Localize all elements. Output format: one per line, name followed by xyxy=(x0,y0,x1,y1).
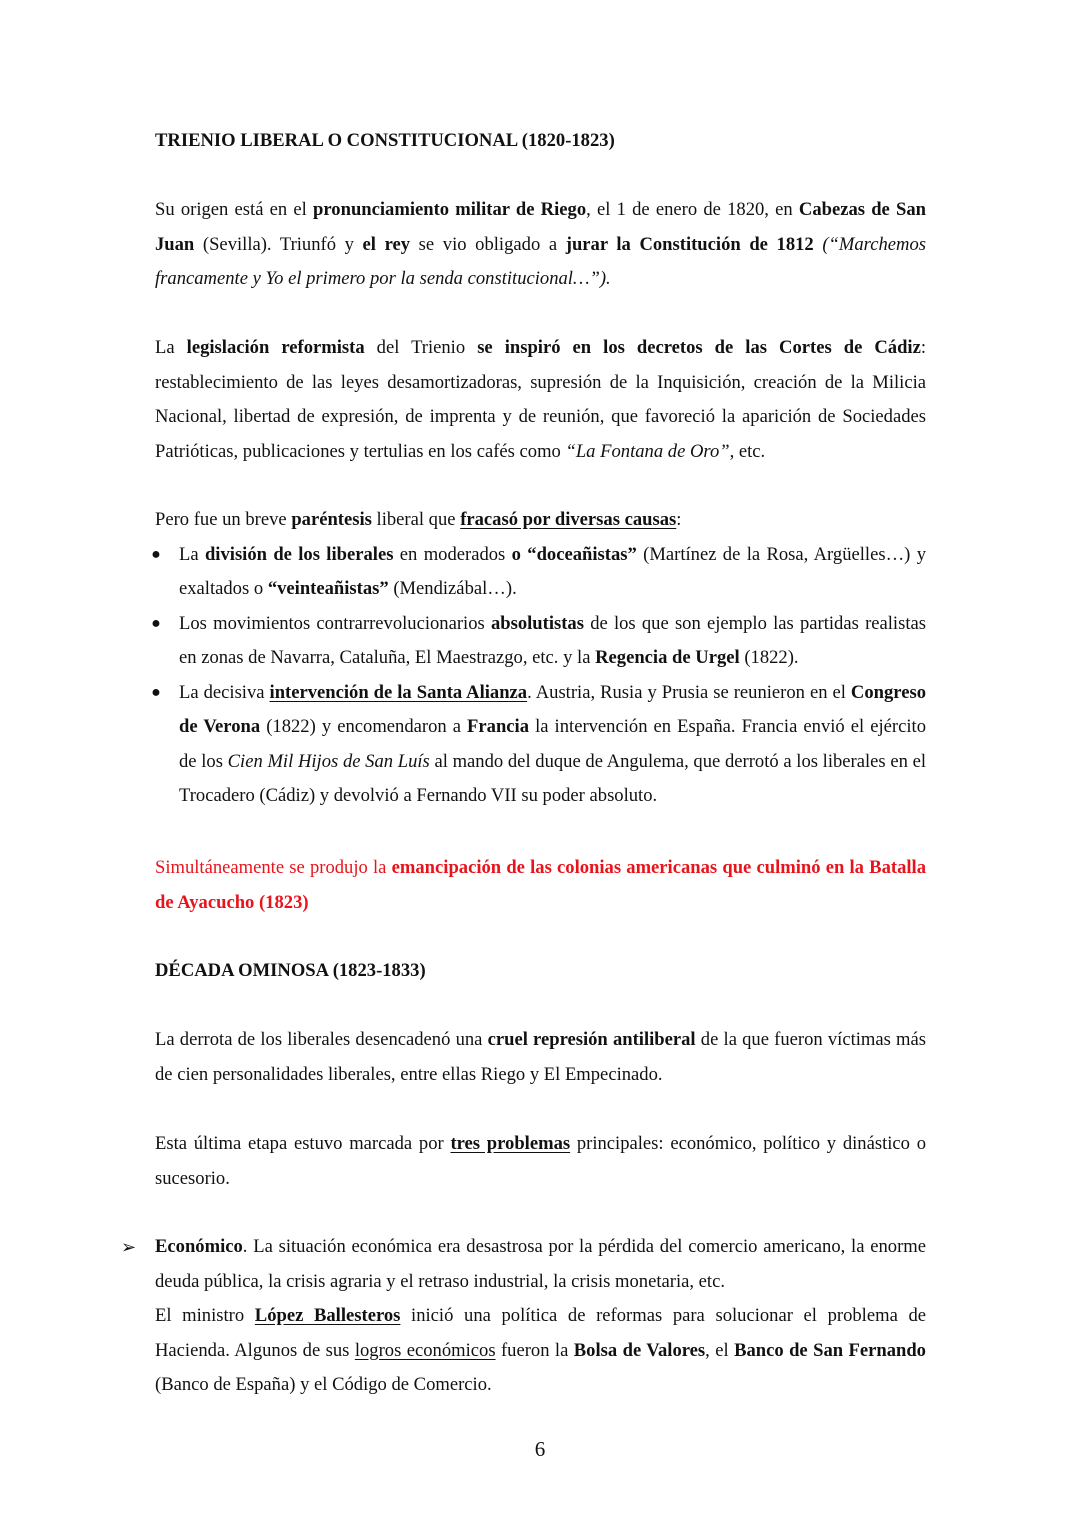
paragraph-legislation xyxy=(155,331,926,469)
paragraph-economico xyxy=(155,1230,926,1299)
text: . La situación económica era desastrosa por la pérdida del comercio americano, la enorme deuda pública, la crisis agraria y el retraso industrial, la crisis monetaria, etc. xyxy=(155,1236,926,1292)
text: en moderados xyxy=(393,543,512,565)
text: (Mendizábal…). xyxy=(388,578,517,599)
bold-text: se inspiró en los decretos de las Cortes de Cádiz xyxy=(477,337,921,358)
section-heading-decada-ominosa: DÉCADA OMINOSA (1823-1833) xyxy=(155,960,426,981)
bold-text: Cabezas de San Juan xyxy=(155,199,926,255)
text: (1822). xyxy=(739,647,799,668)
text: , etc. xyxy=(729,440,766,462)
bold-underlined-text: fracasó por diversas causas xyxy=(460,509,677,530)
text: , el 1 de enero de 1820, en xyxy=(586,199,799,220)
bold-text: legislación reformista xyxy=(186,337,365,358)
bullet-icon: ● xyxy=(151,545,161,563)
bold-underlined-text: López Ballesteros xyxy=(254,1305,401,1326)
paragraph-origin xyxy=(155,193,926,297)
list-item-cause-2 xyxy=(149,607,926,676)
arrow-bullet-icon: ➢ xyxy=(121,1237,137,1257)
text: La xyxy=(179,543,205,565)
bold-text: división de los liberales xyxy=(204,543,394,565)
text: de los que son ejemplo las partidas realistas en zonas de Navarra, Cataluña, El Maestrazgo, etc. y la xyxy=(179,612,926,668)
bold-text: jurar la Constitución de 1812 xyxy=(565,233,814,255)
underlined-text: logros económicos xyxy=(354,1339,496,1361)
text: La derrota de los liberales desencadenó una xyxy=(155,1029,488,1050)
text: : xyxy=(676,509,682,530)
bold-text: cruel represión antiliberal xyxy=(487,1029,696,1050)
text: del Trienio xyxy=(364,337,478,358)
text: El ministro xyxy=(155,1305,255,1326)
text: (Sevilla). Triunfó y xyxy=(194,233,363,255)
text: de la que fueron víctimas más de cien personalidades liberales, entre ellas Riego y El Empecinado. xyxy=(155,1029,927,1085)
text: Esta última etapa estuvo marcada por xyxy=(155,1133,451,1154)
bold-text: Congreso de Verona xyxy=(179,681,926,737)
text: , el xyxy=(705,1339,735,1361)
bold-text: paréntesis xyxy=(291,509,372,530)
paragraph-parenthesis xyxy=(155,503,926,538)
bold-text: Económico xyxy=(155,1236,243,1257)
bold-text: emancipación de las colonias americanas que culminó en la Batalla de Ayacucho (1823) xyxy=(155,857,926,913)
causes-block xyxy=(151,503,927,814)
problem-economico xyxy=(121,1230,927,1403)
bold-text: Francia xyxy=(467,716,530,737)
bold-text: “veinteañistas” xyxy=(267,578,389,599)
text: (1822) y encomendaron a xyxy=(260,716,468,737)
text: La decisiva xyxy=(179,681,270,703)
bold-text: el rey xyxy=(362,233,411,255)
text: : restablecimiento de las leyes desamortizadoras, supresión de la Inquisición, creación de la Milicia Nacional, libertad de expresión, de imprenta y de reunión, que favoreció la aparición de Sociedades Patrióticas, publicaciones y tertulias en los cafés como xyxy=(155,337,927,462)
section-heading-trienio: TRIENIO LIBERAL O CONSTITUCIONAL (1820-1823) xyxy=(155,130,615,151)
text: . Austria, Rusia y Prusia se reunieron en el xyxy=(527,681,851,703)
list-item-cause-1 xyxy=(149,538,926,607)
text: principales: económico, político y dinástico o sucesorio. xyxy=(155,1133,926,1189)
text: liberal que xyxy=(371,509,461,530)
causes-list xyxy=(149,538,926,814)
list-item-cause-3 xyxy=(149,676,926,814)
text: La xyxy=(155,337,187,358)
page-number: 6 xyxy=(534,1437,546,1461)
italic-quote: (“Marchemos francamente y Yo el primero por la senda constitucional…”). xyxy=(155,233,926,289)
bold-text: Regencia de Urgel xyxy=(595,647,740,668)
bold-text: pronunciamiento militar de Riego xyxy=(313,199,587,220)
paragraph-three-problems xyxy=(155,1127,926,1196)
text: fueron la xyxy=(495,1339,574,1361)
bold-text: Banco de San Fernando xyxy=(734,1339,926,1361)
bold-underlined-text: intervención de la Santa Alianza xyxy=(269,681,528,703)
red-note-emancipation xyxy=(155,851,926,920)
bold-text: absolutistas xyxy=(490,612,584,634)
text: (Martínez de la Rosa, Argüelles…) y exaltados o xyxy=(179,543,926,599)
bold-text: o “doceañistas” xyxy=(511,543,637,565)
text: Los movimientos contrarrevolucionarios xyxy=(179,612,491,634)
bullet-icon: ● xyxy=(151,614,161,632)
text: se vio obligado a xyxy=(410,233,566,255)
text: la intervención en España. Francia envió el ejército de los xyxy=(179,716,926,772)
paragraph-repression xyxy=(155,1023,926,1092)
text: inició una política de reformas para solucionar el problema de Hacienda. Algunos de sus xyxy=(155,1305,927,1361)
text: Pero fue un breve xyxy=(155,509,292,530)
text: (Banco de España) y el Código de Comercio. xyxy=(155,1374,492,1395)
bold-text: Bolsa de Valores xyxy=(573,1339,706,1361)
bullet-icon: ● xyxy=(151,683,161,701)
italic-text: “La Fontana de Oro” xyxy=(565,440,730,462)
paragraph-lopez-ballesteros xyxy=(155,1299,926,1403)
bold-underlined-text: tres problemas xyxy=(450,1133,571,1154)
text: al mando del duque de Angulema, que derrotó a los liberales en el Trocadero (Cádiz) y devolvió a Fernando VII su poder absoluto. xyxy=(179,750,927,806)
text: Su origen está en el xyxy=(155,199,314,220)
italic-text: Cien Mil Hijos de San Luís xyxy=(227,750,430,772)
text: Simultáneamente se produjo la xyxy=(155,857,392,878)
